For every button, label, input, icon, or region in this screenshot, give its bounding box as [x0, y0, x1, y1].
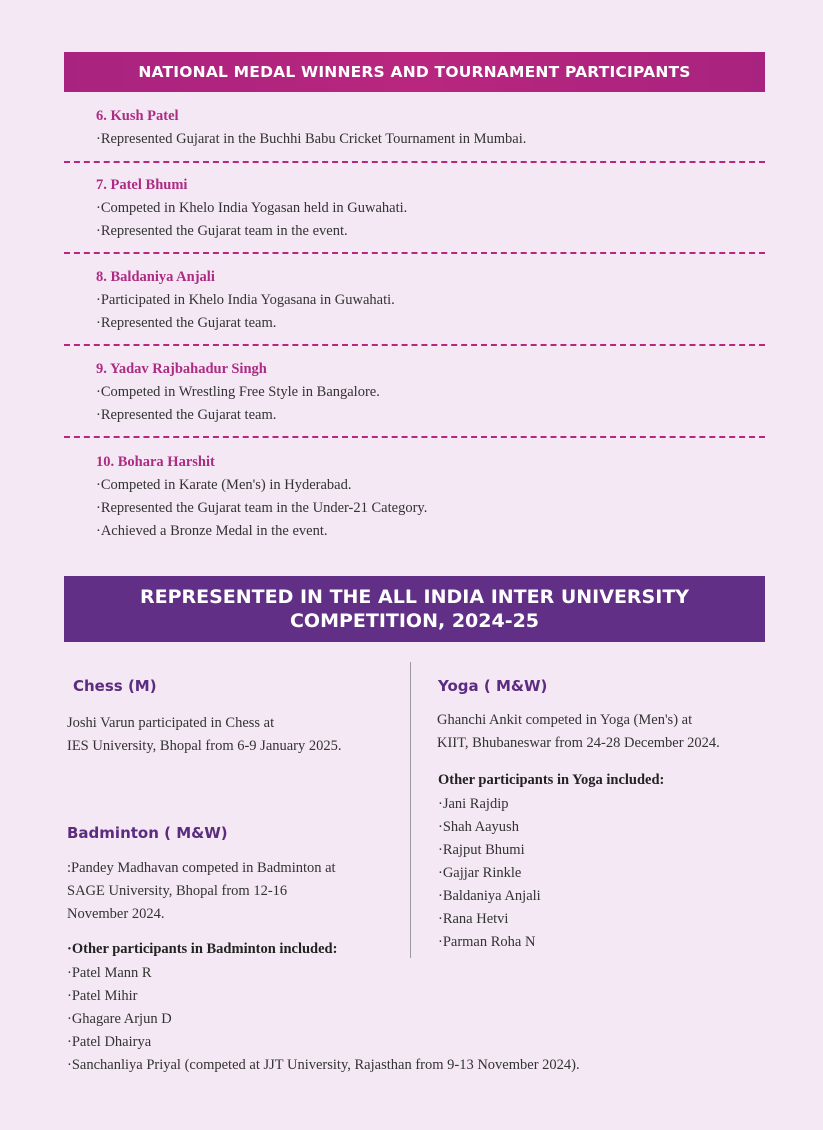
list-item: ·Patel Mihir — [67, 988, 138, 1004]
dashed-divider — [64, 436, 765, 438]
chess-heading: Chess (M) — [73, 677, 157, 695]
entry-line: ·Represented the Gujarat team in the Under-21 Category. — [96, 500, 428, 516]
banner-line: REPRESENTED IN THE ALL INDIA INTER UNIVERSITY — [139, 586, 690, 608]
badminton-line: SAGE University, Bhopal from 12-16 — [67, 883, 288, 899]
entry-baldaniya-anjali — [96, 267, 776, 335]
list-item: ·Rana Hetvi — [438, 911, 509, 927]
list-item: ·Patel Mann R — [67, 965, 152, 981]
list-item: ·Gajjar Rinkle — [438, 865, 522, 881]
yoga-heading: Yoga ( M&W) — [438, 677, 548, 695]
entry-line: ·Participated in Khelo India Yogasana in Guwahati. — [96, 292, 395, 308]
yoga-others-list — [438, 793, 541, 954]
entry-line: ·Represented the Gujarat team. — [96, 407, 277, 423]
badminton-heading: Badminton ( M&W) — [67, 824, 228, 842]
list-item: ·Baldaniya Anjali — [438, 888, 541, 904]
badminton-line: November 2024. — [67, 906, 165, 922]
entry-name: 7. Patel Bhumi — [96, 177, 188, 193]
dashed-divider — [64, 344, 765, 346]
dashed-divider — [64, 252, 765, 254]
entry-kush-patel — [96, 106, 776, 151]
dashed-divider — [64, 161, 765, 163]
chess-line: IES University, Bhopal from 6-9 January 2025. — [67, 738, 342, 754]
list-item: ·Ghagare Arjun D — [67, 1011, 172, 1027]
entry-line: ·Represented the Gujarat team in the event. — [96, 223, 348, 239]
entry-line: ·Represented the Gujarat team. — [96, 315, 277, 331]
yoga-others-heading: Other participants in Yoga included: — [438, 772, 665, 788]
yoga-text — [437, 709, 720, 755]
entry-patel-bhumi — [96, 175, 776, 243]
column-divider — [410, 662, 411, 958]
yoga-line: KIIT, Bhubaneswar from 24-28 December 2024. — [437, 735, 720, 751]
badminton-text — [67, 857, 336, 926]
list-item: ·Jani Rajdip — [438, 796, 509, 812]
badminton-others-list — [67, 962, 580, 1077]
entry-name: 6. Kush Patel — [96, 108, 179, 124]
entry-line: ·Represented Gujarat in the Buchhi Babu Cricket Tournament in Mumbai. — [96, 131, 527, 147]
entry-line: ·Achieved a Bronze Medal in the event. — [96, 523, 328, 539]
badminton-others-heading: ·Other participants in Badminton included: — [67, 941, 338, 957]
entry-bohara-harshit — [96, 452, 776, 543]
section-banner-national: NATIONAL MEDAL WINNERS AND TOURNAMENT PARTICIPANTS — [64, 52, 765, 92]
banner-line: COMPETITION, 2024-25 — [289, 610, 540, 632]
entry-name: 9. Yadav Rajbahadur Singh — [96, 361, 267, 377]
yoga-line: Ghanchi Ankit competed in Yoga (Men's) at — [437, 712, 693, 728]
entry-line: ·Competed in Karate (Men's) in Hyderabad. — [96, 477, 352, 493]
chess-text — [67, 712, 342, 758]
entry-line: ·Competed in Khelo India Yogasan held in Guwahati. — [96, 200, 408, 216]
section-banner-inter-university — [64, 576, 765, 642]
badminton-line: :Pandey Madhavan competed in Badminton at — [67, 860, 336, 876]
list-item: ·Parman Roha N — [438, 934, 536, 950]
list-item: ·Sanchanliya Priyal (competed at JJT University, Rajasthan from 9-13 November 2024). — [67, 1057, 580, 1073]
entry-name: 8. Baldaniya Anjali — [96, 269, 215, 285]
entry-line: ·Competed in Wrestling Free Style in Bangalore. — [96, 384, 380, 400]
list-item: ·Patel Dhairya — [67, 1034, 152, 1050]
entry-yadav-rajbahadur-singh — [96, 359, 776, 427]
list-item: ·Shah Aayush — [438, 819, 519, 835]
chess-line: Joshi Varun participated in Chess at — [67, 715, 275, 731]
list-item: ·Rajput Bhumi — [438, 842, 525, 858]
entry-name: 10. Bohara Harshit — [96, 454, 215, 470]
